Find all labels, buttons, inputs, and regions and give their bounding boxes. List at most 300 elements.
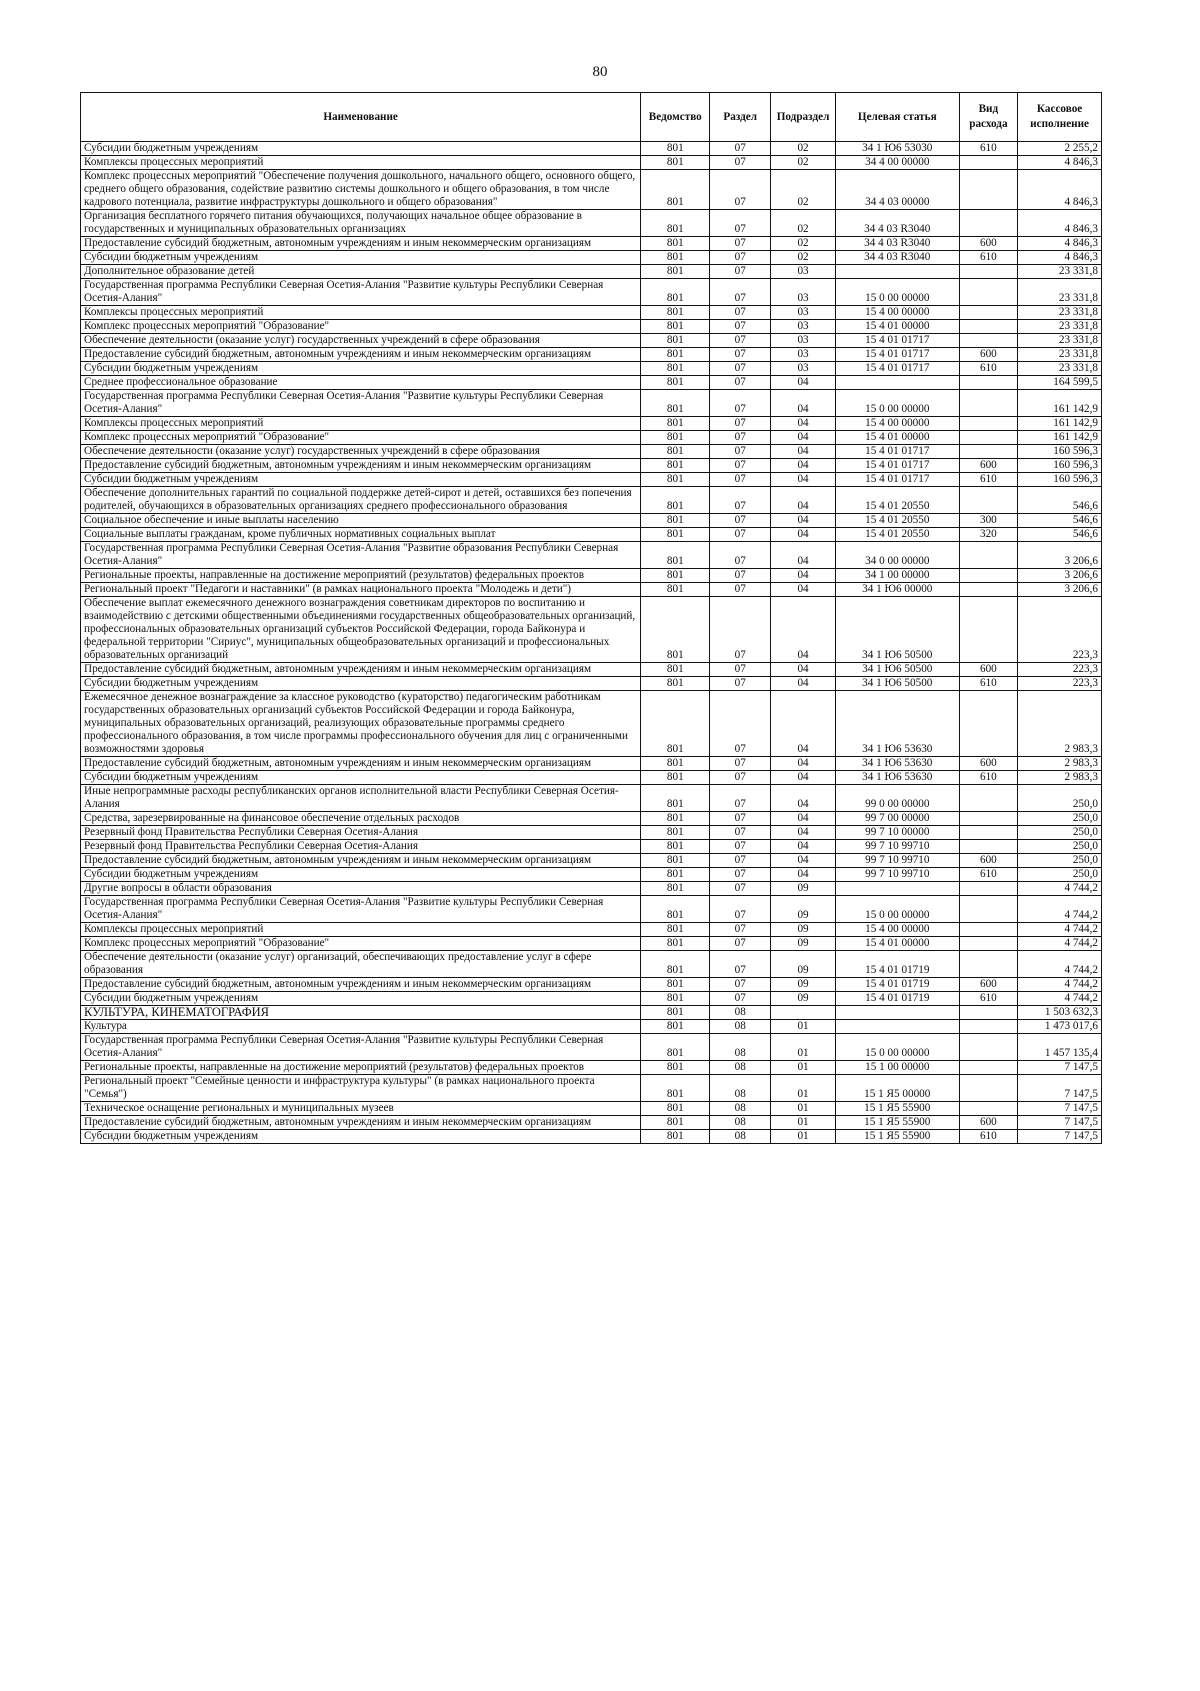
cell-vid: 610 (959, 251, 1018, 265)
cell-name: Предоставление субсидий бюджетным, автономным учреждениям и иным некоммерческим организациям (81, 757, 641, 771)
cell-vid: 600 (959, 237, 1018, 251)
cell-celevaya: 15 1 Я5 55900 (836, 1102, 960, 1116)
table-row (81, 868, 1102, 882)
cell-name: Обеспечение дополнительных гарантий по социальной поддержке детей-сирот и детей, оставшихся без попечения родителей, обучающихся в образовательных организациях среднего профессионального образования (81, 487, 641, 514)
cell-celevaya: 15 0 00 00000 (836, 1034, 960, 1061)
cell-razdel: 07 (710, 771, 771, 785)
cell-vid (959, 583, 1018, 597)
cell-name: Региональный проект "Педагоги и наставники" (в рамках национального проекта "Молодежь и дети") (81, 583, 641, 597)
cell-celevaya: 15 4 01 20550 (836, 514, 960, 528)
table-row (81, 882, 1102, 896)
cell-razdel: 07 (710, 487, 771, 514)
cell-vid (959, 542, 1018, 569)
cell-razdel: 07 (710, 306, 771, 320)
cell-vid (959, 210, 1018, 237)
table-row (81, 597, 1102, 663)
cell-kassovoe: 7 147,5 (1018, 1130, 1102, 1144)
cell-podrazdel: 04 (771, 583, 836, 597)
cell-razdel: 07 (710, 854, 771, 868)
cell-podrazdel: 04 (771, 459, 836, 473)
cell-podrazdel: 09 (771, 937, 836, 951)
cell-razdel: 07 (710, 677, 771, 691)
cell-razdel: 07 (710, 896, 771, 923)
page-number: 80 (592, 64, 608, 80)
cell-vedomstvo: 801 (641, 1116, 710, 1130)
cell-vid (959, 1006, 1018, 1020)
cell-vedomstvo: 801 (641, 868, 710, 882)
cell-kassovoe: 1 473 017,6 (1018, 1020, 1102, 1034)
cell-celevaya: 15 1 Я5 00000 (836, 1075, 960, 1102)
cell-podrazdel: 04 (771, 691, 836, 757)
cell-vedomstvo: 801 (641, 279, 710, 306)
cell-celevaya: 15 0 00 00000 (836, 279, 960, 306)
cell-podrazdel: 04 (771, 771, 836, 785)
cell-vid: 610 (959, 677, 1018, 691)
cell-vedomstvo: 801 (641, 882, 710, 896)
cell-vid (959, 1020, 1018, 1034)
cell-name: Субсидии бюджетным учреждениям (81, 473, 641, 487)
cell-name: Комплексы процессных мероприятий (81, 923, 641, 937)
cell-podrazdel: 04 (771, 487, 836, 514)
cell-podrazdel: 04 (771, 597, 836, 663)
cell-vedomstvo: 801 (641, 951, 710, 978)
cell-celevaya: 15 4 00 00000 (836, 923, 960, 937)
cell-celevaya: 15 4 01 01719 (836, 951, 960, 978)
cell-vid: 600 (959, 1116, 1018, 1130)
cell-name: Резервный фонд Правительства Республики Северная Осетия-Алания (81, 840, 641, 854)
cell-name: Государственная программа Республики Северная Осетия-Алания "Развитие образования Республики Северная Осетия-Алания" (81, 542, 641, 569)
cell-name: Иные непрограммные расходы республиканских органов исполнительной власти Республики Северная Осетия-Алания (81, 785, 641, 812)
cell-podrazdel: 04 (771, 528, 836, 542)
cell-vid (959, 170, 1018, 210)
cell-podrazdel: 01 (771, 1130, 836, 1144)
cell-name: Комплексы процессных мероприятий (81, 417, 641, 431)
table-row (81, 142, 1102, 156)
cell-vid: 600 (959, 854, 1018, 868)
cell-vid: 600 (959, 459, 1018, 473)
cell-celevaya: 34 1 Ю6 50500 (836, 597, 960, 663)
table-row (81, 691, 1102, 757)
cell-podrazdel: 09 (771, 992, 836, 1006)
cell-podrazdel: 09 (771, 896, 836, 923)
cell-name: Дополнительное образование детей (81, 265, 641, 279)
cell-kassovoe: 4 744,2 (1018, 951, 1102, 978)
cell-podrazdel: 09 (771, 978, 836, 992)
cell-vedomstvo: 801 (641, 417, 710, 431)
cell-kassovoe: 4 744,2 (1018, 923, 1102, 937)
cell-vedomstvo: 801 (641, 937, 710, 951)
cell-vid (959, 320, 1018, 334)
cell-name: Среднее профессиональное образование (81, 376, 641, 390)
cell-kassovoe: 250,0 (1018, 785, 1102, 812)
cell-name: Комплексы процессных мероприятий (81, 156, 641, 170)
table-row (81, 663, 1102, 677)
cell-podrazdel: 02 (771, 142, 836, 156)
cell-podrazdel: 04 (771, 677, 836, 691)
cell-name: Культура (81, 1020, 641, 1034)
cell-razdel: 07 (710, 156, 771, 170)
cell-vid (959, 265, 1018, 279)
cell-vedomstvo: 801 (641, 431, 710, 445)
cell-name: Предоставление субсидий бюджетным, автономным учреждениям и иным некоммерческим организациям (81, 348, 641, 362)
cell-razdel: 07 (710, 210, 771, 237)
cell-celevaya: 99 7 10 99710 (836, 854, 960, 868)
cell-vid (959, 826, 1018, 840)
cell-celevaya: 34 1 Ю6 00000 (836, 583, 960, 597)
cell-vedomstvo: 801 (641, 1075, 710, 1102)
cell-podrazdel: 03 (771, 348, 836, 362)
cell-podrazdel: 04 (771, 390, 836, 417)
cell-vid (959, 279, 1018, 306)
cell-name: Субсидии бюджетным учреждениям (81, 251, 641, 265)
table-row (81, 487, 1102, 514)
cell-vid (959, 840, 1018, 854)
table-row (81, 771, 1102, 785)
cell-vid (959, 882, 1018, 896)
table-row (81, 542, 1102, 569)
cell-vedomstvo: 801 (641, 597, 710, 663)
cell-podrazdel: 04 (771, 785, 836, 812)
cell-vedomstvo: 801 (641, 265, 710, 279)
cell-name: Субсидии бюджетным учреждениям (81, 1130, 641, 1144)
cell-vid (959, 156, 1018, 170)
cell-podrazdel: 09 (771, 882, 836, 896)
cell-vedomstvo: 801 (641, 459, 710, 473)
cell-celevaya: 34 1 Ю6 53030 (836, 142, 960, 156)
header-kassovoe: Кассовое исполнение (1018, 93, 1102, 142)
cell-name: Региональный проект "Семейные ценности и инфраструктура культуры" (в рамках национального проекта "Семья") (81, 1075, 641, 1102)
cell-name: Ежемесячное денежное вознаграждение за классное руководство (кураторство) педагогическим работникам государственных образовательных организаций субъектов Российской Федерации и города Байконура, муниципальных образовательных организаций, реализующих образовательные программы среднего профессионального образования, в том числе программы профессионального обучения для лиц с ограниченными возможностями здоровья (81, 691, 641, 757)
cell-vid: 610 (959, 868, 1018, 882)
cell-podrazdel (771, 1006, 836, 1020)
cell-vid: 600 (959, 978, 1018, 992)
cell-celevaya: 15 1 Я5 55900 (836, 1116, 960, 1130)
cell-name: Техническое оснащение региональных и муниципальных музеев (81, 1102, 641, 1116)
cell-vedomstvo: 801 (641, 542, 710, 569)
cell-vedomstvo: 801 (641, 445, 710, 459)
cell-razdel: 07 (710, 142, 771, 156)
cell-kassovoe: 223,3 (1018, 677, 1102, 691)
cell-kassovoe: 250,0 (1018, 854, 1102, 868)
cell-vid: 600 (959, 757, 1018, 771)
cell-razdel: 07 (710, 882, 771, 896)
table-row (81, 923, 1102, 937)
cell-razdel: 07 (710, 362, 771, 376)
cell-celevaya: 15 4 01 00000 (836, 937, 960, 951)
cell-podrazdel: 09 (771, 923, 836, 937)
cell-podrazdel: 01 (771, 1116, 836, 1130)
table-row (81, 265, 1102, 279)
cell-kassovoe: 161 142,9 (1018, 417, 1102, 431)
cell-celevaya: 34 4 03 R3040 (836, 210, 960, 237)
cell-razdel: 07 (710, 390, 771, 417)
cell-razdel: 07 (710, 826, 771, 840)
table-row (81, 528, 1102, 542)
cell-kassovoe: 223,3 (1018, 663, 1102, 677)
cell-vid (959, 923, 1018, 937)
table-row (81, 279, 1102, 306)
cell-kassovoe: 161 142,9 (1018, 390, 1102, 417)
cell-vedomstvo: 801 (641, 1020, 710, 1034)
cell-podrazdel: 03 (771, 320, 836, 334)
cell-podrazdel: 09 (771, 951, 836, 978)
cell-vid (959, 1061, 1018, 1075)
cell-celevaya: 34 4 03 R3040 (836, 237, 960, 251)
cell-kassovoe: 7 147,5 (1018, 1075, 1102, 1102)
cell-vedomstvo: 801 (641, 978, 710, 992)
cell-vedomstvo: 801 (641, 826, 710, 840)
header-razdel: Раздел (710, 93, 771, 142)
cell-vedomstvo: 801 (641, 1034, 710, 1061)
table-row (81, 951, 1102, 978)
cell-podrazdel: 03 (771, 279, 836, 306)
cell-vedomstvo: 801 (641, 473, 710, 487)
cell-name: Субсидии бюджетным учреждениям (81, 771, 641, 785)
cell-kassovoe: 160 596,3 (1018, 445, 1102, 459)
table-row (81, 583, 1102, 597)
cell-vid (959, 417, 1018, 431)
table-row (81, 1102, 1102, 1116)
cell-podrazdel: 04 (771, 868, 836, 882)
cell-vedomstvo: 801 (641, 923, 710, 937)
cell-kassovoe: 3 206,6 (1018, 569, 1102, 583)
cell-vid: 600 (959, 348, 1018, 362)
cell-celevaya: 15 4 01 01717 (836, 362, 960, 376)
cell-celevaya: 15 4 01 01717 (836, 445, 960, 459)
cell-podrazdel: 01 (771, 1075, 836, 1102)
cell-celevaya: 15 4 01 20550 (836, 528, 960, 542)
cell-name: Социальное обеспечение и иные выплаты населению (81, 514, 641, 528)
cell-podrazdel: 03 (771, 334, 836, 348)
cell-podrazdel: 04 (771, 431, 836, 445)
table-row (81, 1034, 1102, 1061)
cell-celevaya: 15 4 01 01717 (836, 334, 960, 348)
cell-vid: 610 (959, 992, 1018, 1006)
cell-celevaya: 99 7 00 00000 (836, 812, 960, 826)
cell-celevaya: 34 1 00 00000 (836, 569, 960, 583)
cell-vid (959, 445, 1018, 459)
header-vid: Вид расхода (959, 93, 1018, 142)
cell-name: Субсидии бюджетным учреждениям (81, 677, 641, 691)
cell-kassovoe: 23 331,8 (1018, 265, 1102, 279)
cell-kassovoe: 2 983,3 (1018, 757, 1102, 771)
cell-vid (959, 785, 1018, 812)
cell-vid (959, 691, 1018, 757)
cell-vid: 610 (959, 473, 1018, 487)
cell-vedomstvo: 801 (641, 771, 710, 785)
cell-celevaya (836, 1006, 960, 1020)
cell-razdel: 07 (710, 937, 771, 951)
cell-name: Комплекс процессных мероприятий "Образование" (81, 937, 641, 951)
table-row (81, 320, 1102, 334)
header-name: Наименование (81, 93, 641, 142)
cell-celevaya (836, 882, 960, 896)
cell-razdel: 08 (710, 1116, 771, 1130)
cell-vedomstvo: 801 (641, 320, 710, 334)
cell-podrazdel: 04 (771, 757, 836, 771)
cell-vid: 610 (959, 142, 1018, 156)
cell-kassovoe: 250,0 (1018, 826, 1102, 840)
cell-razdel: 07 (710, 663, 771, 677)
cell-vedomstvo: 801 (641, 812, 710, 826)
table-row (81, 445, 1102, 459)
cell-kassovoe: 1 457 135,4 (1018, 1034, 1102, 1061)
cell-podrazdel: 04 (771, 473, 836, 487)
cell-celevaya: 34 0 00 00000 (836, 542, 960, 569)
cell-name: Предоставление субсидий бюджетным, автономным учреждениям и иным некоммерческим организациям (81, 663, 641, 677)
cell-razdel: 08 (710, 1075, 771, 1102)
cell-kassovoe: 4 744,2 (1018, 937, 1102, 951)
cell-kassovoe: 3 206,6 (1018, 583, 1102, 597)
cell-kassovoe: 23 331,8 (1018, 279, 1102, 306)
cell-vedomstvo: 801 (641, 854, 710, 868)
cell-kassovoe: 250,0 (1018, 868, 1102, 882)
cell-podrazdel: 01 (771, 1020, 836, 1034)
cell-kassovoe: 4 744,2 (1018, 978, 1102, 992)
cell-name: Обеспечение деятельности (оказание услуг) государственных учреждений в сфере образования (81, 445, 641, 459)
cell-razdel: 07 (710, 514, 771, 528)
table-body (81, 142, 1102, 1144)
cell-podrazdel: 02 (771, 210, 836, 237)
cell-name: Предоставление субсидий бюджетным, автономным учреждениям и иным некоммерческим организациям (81, 237, 641, 251)
cell-razdel: 07 (710, 992, 771, 1006)
cell-podrazdel: 04 (771, 854, 836, 868)
cell-name: Предоставление субсидий бюджетным, автономным учреждениям и иным некоммерческим организациям (81, 854, 641, 868)
table-row (81, 417, 1102, 431)
cell-celevaya: 15 4 00 00000 (836, 306, 960, 320)
cell-vedomstvo: 801 (641, 677, 710, 691)
cell-name: Обеспечение выплат ежемесячного денежного вознаграждения советникам директоров по воспитанию и взаимодействию с детскими общественными объединениями государственных общеобразовательных организаций, профессиональных образовательных организаций субъектов Российской Федерации, города Байконура и федеральной территории "Сириус", муниципальных общеобразовательных организаций и профессиональных образовательных организаций (81, 597, 641, 663)
table-row (81, 473, 1102, 487)
cell-vedomstvo: 801 (641, 583, 710, 597)
table-row (81, 210, 1102, 237)
cell-razdel: 07 (710, 978, 771, 992)
cell-kassovoe: 23 331,8 (1018, 348, 1102, 362)
cell-vid: 610 (959, 771, 1018, 785)
table-row (81, 1075, 1102, 1102)
table-row (81, 812, 1102, 826)
cell-name: Субсидии бюджетным учреждениям (81, 992, 641, 1006)
cell-razdel: 07 (710, 812, 771, 826)
cell-razdel: 07 (710, 597, 771, 663)
cell-vid (959, 812, 1018, 826)
cell-name: Организация бесплатного горячего питания обучающихся, получающих начальное общее образование в государственных и муниципальных образовательных организациях (81, 210, 641, 237)
table-row (81, 840, 1102, 854)
cell-vedomstvo: 801 (641, 992, 710, 1006)
cell-vedomstvo: 801 (641, 1006, 710, 1020)
cell-vid (959, 376, 1018, 390)
cell-celevaya: 34 1 Ю6 53630 (836, 691, 960, 757)
cell-kassovoe: 250,0 (1018, 812, 1102, 826)
cell-celevaya: 15 4 01 01717 (836, 473, 960, 487)
cell-vedomstvo: 801 (641, 840, 710, 854)
cell-vid: 300 (959, 514, 1018, 528)
cell-podrazdel: 04 (771, 826, 836, 840)
cell-kassovoe: 223,3 (1018, 597, 1102, 663)
cell-vid (959, 1075, 1018, 1102)
cell-kassovoe: 4 744,2 (1018, 992, 1102, 1006)
cell-podrazdel: 03 (771, 306, 836, 320)
cell-razdel: 08 (710, 1102, 771, 1116)
cell-kassovoe: 2 255,2 (1018, 142, 1102, 156)
cell-name: Государственная программа Республики Северная Осетия-Алания "Развитие культуры Республики Северная Осетия-Алания" (81, 279, 641, 306)
table-row (81, 992, 1102, 1006)
cell-name: Комплекс процессных мероприятий "Обеспечение получения дошкольного, начального общего, основного общего, среднего общего образования, содействие развитию системы дошкольного и общего образования, в том числе кадрового потенциала, развитие инфраструктуры дошкольного и общего образования" (81, 170, 641, 210)
cell-celevaya: 15 4 01 00000 (836, 431, 960, 445)
cell-kassovoe: 160 596,3 (1018, 459, 1102, 473)
cell-name: КУЛЬТУРА, КИНЕМАТОГРАФИЯ (81, 1006, 641, 1020)
cell-razdel: 07 (710, 473, 771, 487)
cell-vid (959, 597, 1018, 663)
cell-name: Обеспечение деятельности (оказание услуг) организаций, обеспечивающих предоставление услуг в сфере образования (81, 951, 641, 978)
cell-vedomstvo: 801 (641, 376, 710, 390)
cell-razdel: 07 (710, 417, 771, 431)
cell-vedomstvo: 801 (641, 514, 710, 528)
table-row (81, 390, 1102, 417)
cell-vedomstvo: 801 (641, 896, 710, 923)
cell-vid: 320 (959, 528, 1018, 542)
cell-vedomstvo: 801 (641, 569, 710, 583)
table-row (81, 251, 1102, 265)
cell-kassovoe: 4 744,2 (1018, 896, 1102, 923)
cell-vid: 610 (959, 1130, 1018, 1144)
cell-vid: 600 (959, 663, 1018, 677)
cell-podrazdel: 01 (771, 1102, 836, 1116)
cell-celevaya: 15 4 01 01719 (836, 992, 960, 1006)
cell-celevaya: 15 4 00 00000 (836, 417, 960, 431)
cell-podrazdel: 02 (771, 251, 836, 265)
cell-vid (959, 569, 1018, 583)
table-row (81, 896, 1102, 923)
cell-name: Резервный фонд Правительства Республики Северная Осетия-Алания (81, 826, 641, 840)
cell-kassovoe: 7 147,5 (1018, 1061, 1102, 1075)
table-row (81, 677, 1102, 691)
cell-razdel: 07 (710, 334, 771, 348)
cell-vedomstvo: 801 (641, 237, 710, 251)
header-vedomstvo: Ведомство (641, 93, 710, 142)
cell-vid (959, 937, 1018, 951)
cell-kassovoe: 164 599,5 (1018, 376, 1102, 390)
cell-vid (959, 1102, 1018, 1116)
cell-celevaya (836, 376, 960, 390)
cell-kassovoe: 23 331,8 (1018, 306, 1102, 320)
cell-vid: 610 (959, 362, 1018, 376)
cell-razdel: 07 (710, 542, 771, 569)
cell-vedomstvo: 801 (641, 1061, 710, 1075)
cell-celevaya: 34 4 03 R3040 (836, 251, 960, 265)
cell-kassovoe: 23 331,8 (1018, 362, 1102, 376)
cell-kassovoe: 23 331,8 (1018, 334, 1102, 348)
cell-kassovoe: 4 846,3 (1018, 237, 1102, 251)
table-row (81, 1061, 1102, 1075)
cell-celevaya: 15 4 01 00000 (836, 320, 960, 334)
cell-vedomstvo: 801 (641, 1102, 710, 1116)
cell-vedomstvo: 801 (641, 390, 710, 417)
cell-razdel: 07 (710, 840, 771, 854)
cell-celevaya: 15 4 01 01717 (836, 348, 960, 362)
cell-podrazdel: 02 (771, 237, 836, 251)
budget-table (80, 92, 1102, 1144)
cell-celevaya: 15 0 00 00000 (836, 896, 960, 923)
cell-razdel: 07 (710, 868, 771, 882)
table-row (81, 237, 1102, 251)
cell-razdel: 07 (710, 691, 771, 757)
cell-kassovoe: 4 846,3 (1018, 156, 1102, 170)
cell-name: Государственная программа Республики Северная Осетия-Алания "Развитие культуры Республики Северная Осетия-Алания" (81, 1034, 641, 1061)
cell-podrazdel: 04 (771, 445, 836, 459)
cell-vedomstvo: 801 (641, 142, 710, 156)
cell-kassovoe: 4 744,2 (1018, 882, 1102, 896)
